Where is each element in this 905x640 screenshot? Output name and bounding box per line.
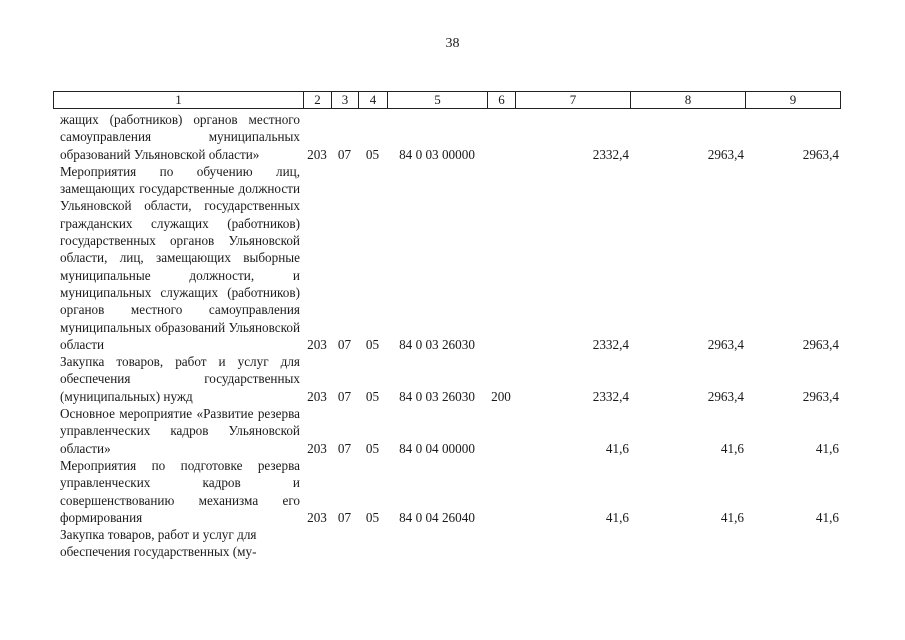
row-code-5: [387, 526, 487, 561]
row-code-3: 07: [337, 388, 352, 404]
table-row: [53, 163, 840, 353]
row-code-5: 84 0 04 26040: [399, 509, 475, 525]
row-code-6: [487, 405, 515, 457]
table-row: [53, 526, 840, 561]
column-number-3: 3: [332, 92, 359, 109]
row-code-6: [487, 457, 515, 526]
column-number-header: [53, 91, 841, 109]
row-name: Мероприятия по подготовке резерва управленческих кадров и совершенствованию механизма его формирования: [60, 457, 300, 525]
row-code-6: [487, 526, 515, 561]
column-number-2: 2: [304, 92, 332, 109]
row-name: Закупка товаров, работ и услуг для обеспечения государственных (му-: [60, 527, 257, 560]
row-code-6: [487, 163, 515, 353]
column-number-7: 7: [516, 92, 631, 109]
row-value-7: 41,6: [605, 440, 629, 456]
row-value-7: 2332,4: [592, 336, 629, 352]
row-code-2: 203: [307, 146, 327, 162]
row-code-3: 07: [337, 440, 352, 456]
column-number-6: 6: [488, 92, 516, 109]
row-value-7: 2332,4: [592, 146, 629, 162]
row-code-2: 203: [307, 509, 327, 525]
row-code-4: 05: [365, 440, 380, 456]
column-number-9: 9: [746, 92, 841, 109]
column-number-8: 8: [631, 92, 746, 109]
row-value-9: 2963,4: [802, 146, 839, 162]
row-value-9: 2963,4: [802, 388, 839, 404]
row-value-8: 2963,4: [707, 146, 744, 162]
row-code-6: [487, 111, 515, 163]
row-value-7: 2332,4: [592, 388, 629, 404]
row-code-5: 84 0 03 00000: [399, 146, 475, 162]
row-value-9: 41,6: [815, 509, 839, 525]
row-code-2: 203: [307, 336, 327, 352]
column-number-4: 4: [359, 92, 388, 109]
row-code-2: 203: [307, 440, 327, 456]
row-name: Закупка товаров, работ и услуг для обеспечения государственных (муниципальных) нужд: [60, 354, 300, 404]
table-row: [53, 405, 840, 457]
row-value-7: 41,6: [605, 509, 629, 525]
budget-table: [53, 111, 840, 561]
row-name: Мероприятия по обучению лиц, замещающих государственные должности Ульяновской области, государственных гражданских служащих (работников) государственных органов Ульяновской области, лиц, замещающих выборные муниципальные должности, и муниципальных служащих (работников) органов местного самоуправления муниципальных образований Ульяновской области: [60, 163, 300, 352]
row-value-7: [515, 526, 630, 561]
row-code-5: 84 0 04 00000: [399, 440, 475, 456]
column-number-5: 5: [388, 92, 488, 109]
page-number: 38: [445, 36, 460, 51]
row-code-4: 05: [365, 336, 380, 352]
row-code-2: [303, 526, 331, 561]
row-code-3: 07: [337, 509, 352, 525]
table-row: [53, 111, 840, 163]
table-row: [53, 457, 840, 526]
row-code-4: 05: [365, 146, 380, 162]
row-value-8: 41,6: [720, 440, 744, 456]
row-value-9: 41,6: [815, 440, 839, 456]
column-number-1: 1: [54, 92, 304, 109]
row-code-4: 05: [365, 509, 380, 525]
row-code-5: 84 0 03 26030: [399, 388, 475, 404]
column-number-row: [54, 92, 841, 109]
row-value-8: 2963,4: [707, 336, 744, 352]
row-code-5: 84 0 03 26030: [399, 336, 475, 352]
row-value-8: 41,6: [720, 509, 744, 525]
table-row: [53, 353, 840, 405]
row-code-3: 07: [337, 146, 352, 162]
row-code-2: 203: [307, 388, 327, 404]
row-code-4: [358, 526, 387, 561]
row-code-3: 07: [337, 336, 352, 352]
row-value-8: [630, 526, 745, 561]
row-name: Основное мероприятие «Развитие резерва управленческих кадров Ульяновской области»: [60, 406, 300, 456]
row-code-3: [331, 526, 358, 561]
row-value-9: [745, 526, 840, 561]
row-value-8: 2963,4: [707, 388, 744, 404]
row-code-6: 200: [491, 388, 511, 404]
row-name: жащих (работников) органов местного самоуправления муниципальных образований Ульяновской области»: [60, 112, 300, 162]
row-value-9: 2963,4: [802, 336, 839, 352]
row-code-4: 05: [365, 388, 380, 404]
